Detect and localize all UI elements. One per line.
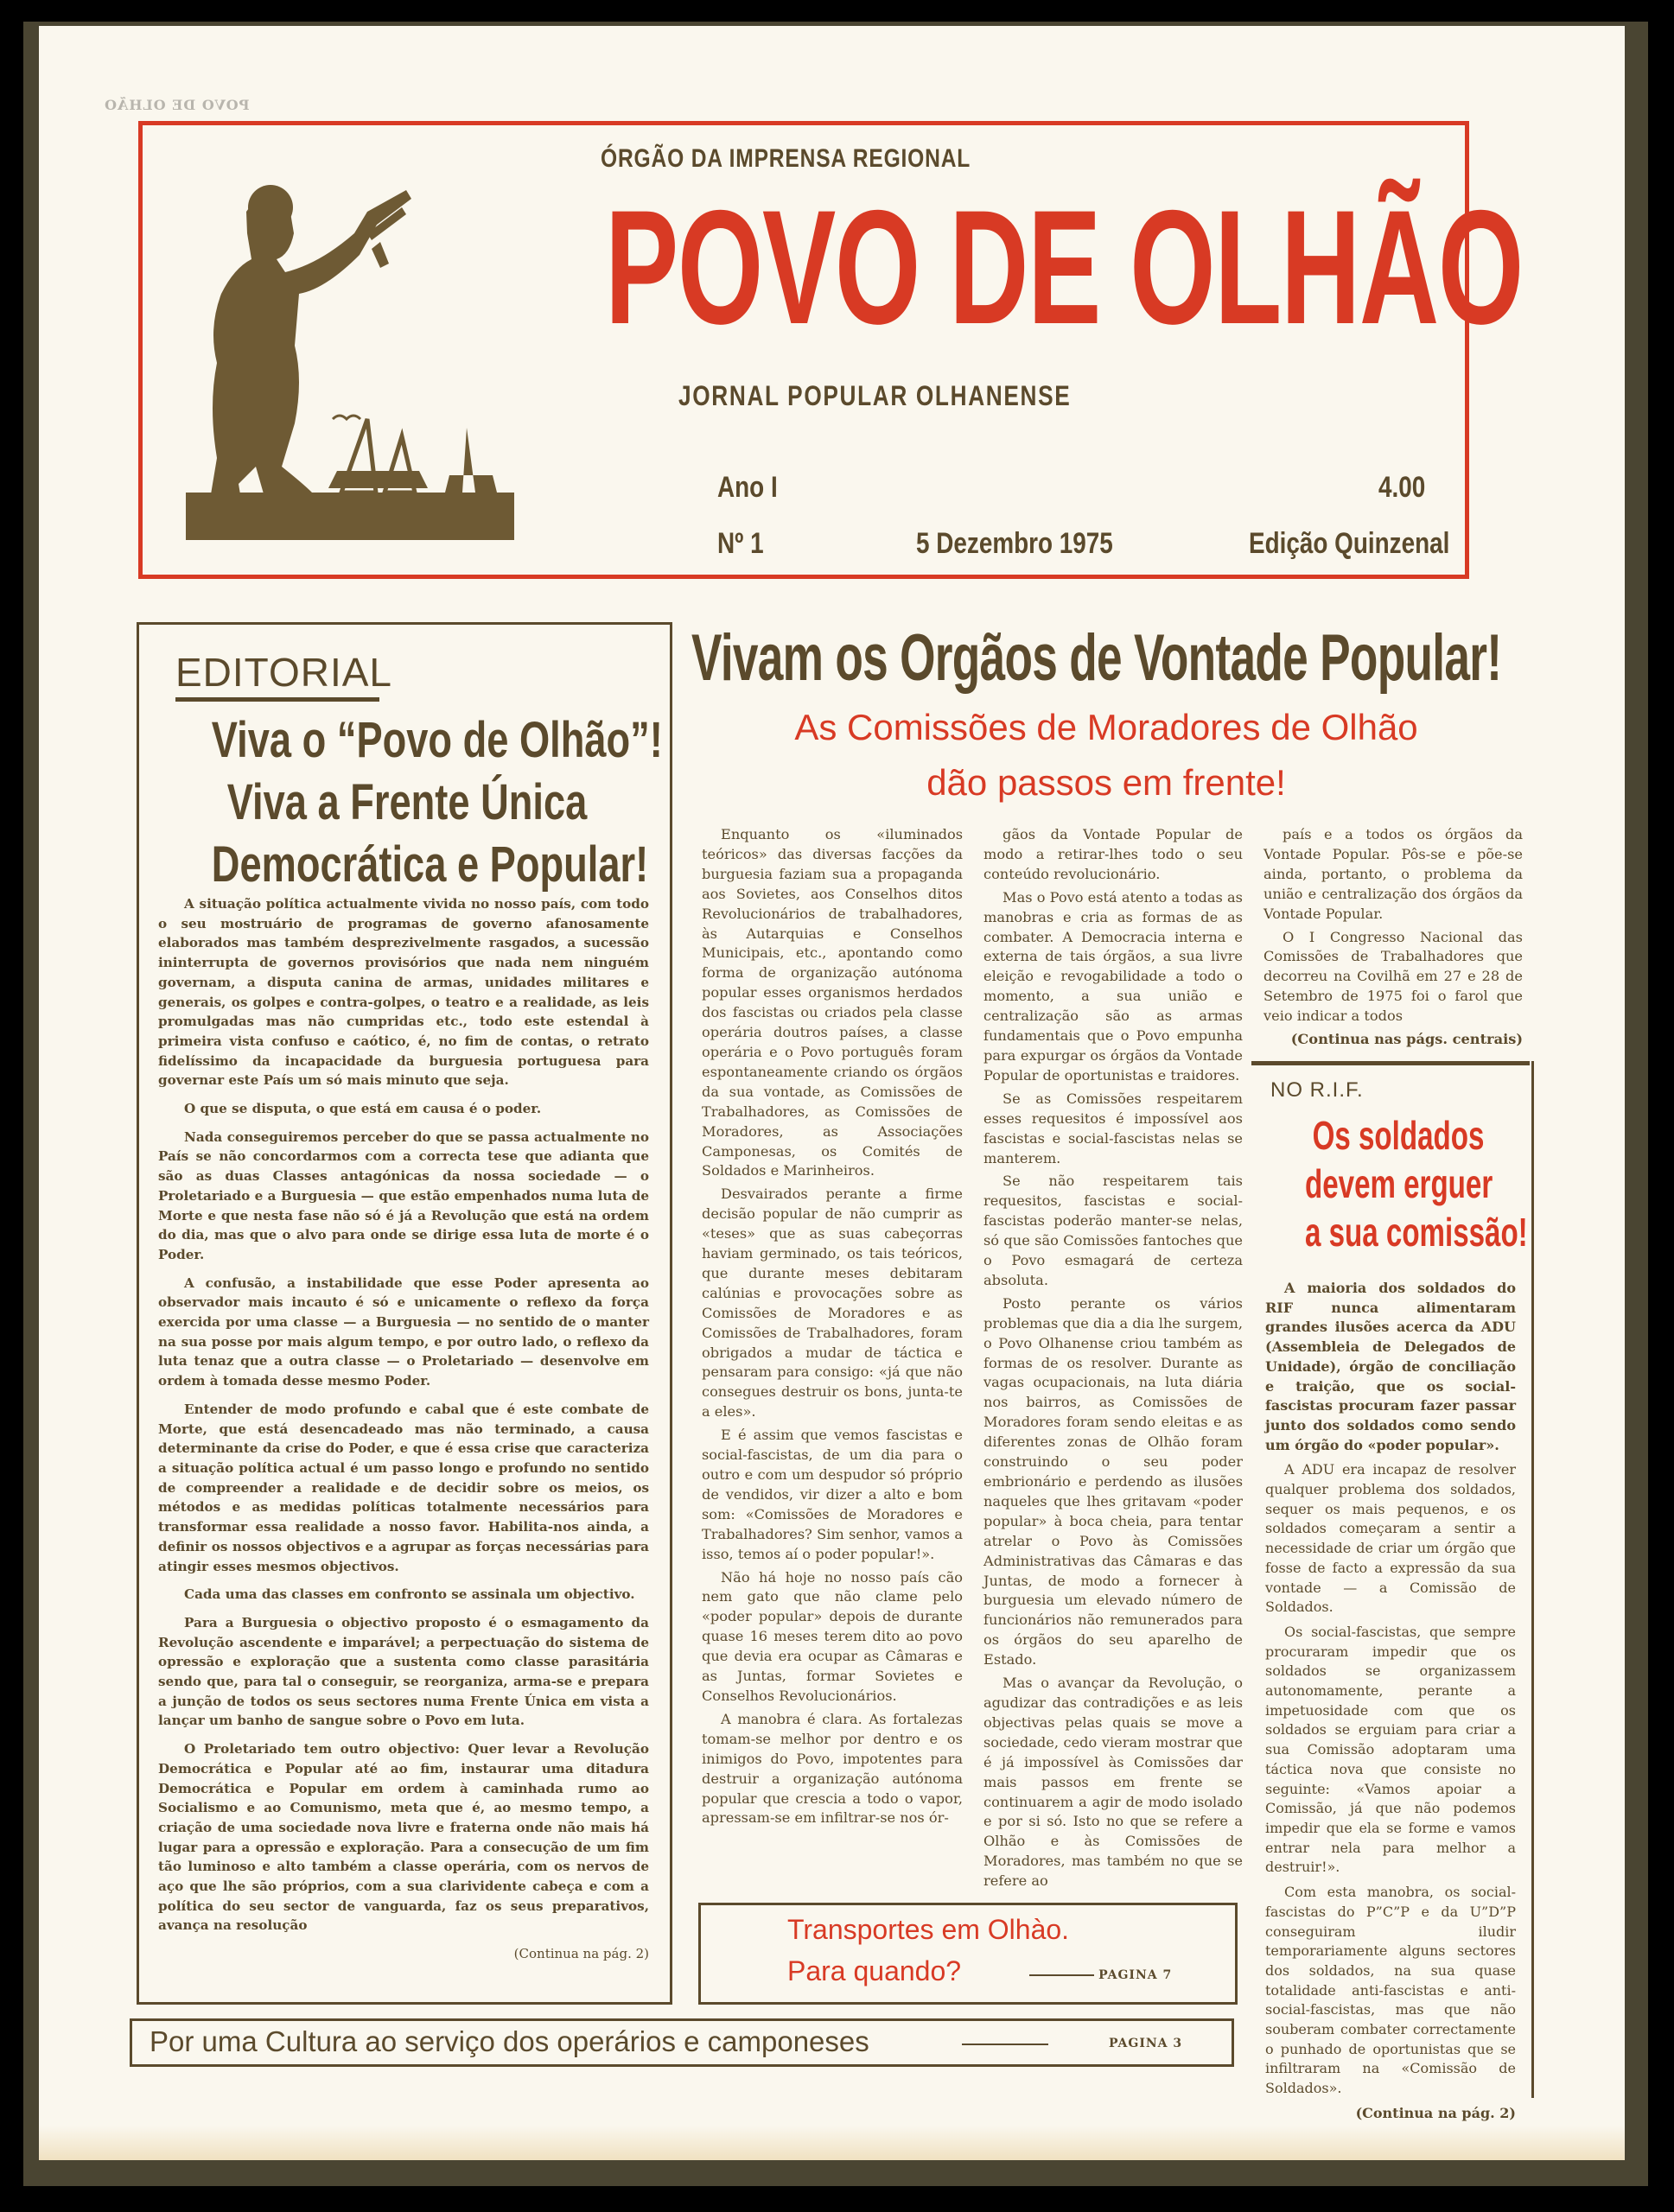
price-label: 4.00: [1378, 471, 1426, 504]
paragraph: Entender de modo profundo e cabal que é este combate de Morte, que está desencadeado mas não terminado, a causa determinante da crise do Poder, e que é essa crise que caracteriza a situação política actual é um passo longo e profundo no sentido de compreender a realidade e de decidir sobre os meios, os métodos e as medidas políticas totalmente necessários para transformar essa realidade a nosso favor. Habilita-nos ainda, a definir os nossos objectivos e a agrupar as forças necessárias para atingir esses mesmos objectivos.: [158, 1401, 649, 1574]
main-subheadline: dão passos em frente!: [926, 762, 1286, 803]
continued-note: (Continua nas págs. centrais): [1290, 1031, 1523, 1048]
column-rule: [1531, 1061, 1534, 2098]
rif-article: [1251, 1061, 1530, 2121]
continued-note: (Continua na pág. 2): [513, 1946, 649, 1962]
newspaper-title: POVO DE OLHÃO: [605, 176, 1523, 358]
transport-teaser-line: Para quando?: [787, 1955, 962, 1986]
paragraph: Não há hoje no nosso país cão nem gato que não clame pelo «poder popular» depois de durante quase 16 meses terem dito ao povo que devia era ocupar as Câmaras e as Juntas, formar Sovietes e Conselhos Revolucionários.: [702, 1568, 963, 1704]
paragraph: A confusão, a instabilidade que esse Poder apresenta ao observador mais incauto é só e unicamente o reflexo da força exercida por uma classe — a Burguesia — no sentido de o manter na sua posse por mais algum tempo, e por outro lado, o reflexo da luta tenaz que a outra classe — o Proletariado — desenvolve em ordem à tomada desse mesmo Poder.: [158, 1274, 649, 1389]
rif-label: NO R.I.F.: [1270, 1078, 1364, 1102]
year-label: Ano I: [717, 471, 778, 504]
editorial-body: [158, 894, 649, 1964]
leader-line: [962, 2044, 1048, 2045]
transport-teaser-line: Transportes em Olhào.: [787, 1914, 1070, 1945]
paragraph: Nada conseguiremos perceber do que se passa actualmente no País se não concordarmos com a correcta tese que adianta que são as duas Classes antagónicas da nossa sociedade — o Proletariado e a Burguesia — que estão empenhados numa luta de Morte e que nesta fase não só é já a Revolução que está na ordem do dia, mas que o alvo para onde se dirige essa luta de morte é o Poder.: [158, 1128, 649, 1262]
paragraph: gãos da Vontade Popular de modo a retirar-lhes todo o seu conteúdo revolucionário.: [983, 826, 1243, 882]
article-column-2: [983, 825, 1243, 1895]
rif-headline-line: a sua comissão!: [1305, 1210, 1528, 1255]
paragraph: A ADU era incapaz de resolver qualquer problema dos soldados, sequer os mais pequenos, e os soldados começaram a sentir a necessidade de criar um órgão que fosse de facto a expressão da sua vontade — a Comissão de Soldados.: [1265, 1461, 1516, 1616]
transport-teaser[interactable]: [698, 1903, 1238, 2005]
article-column-1: [702, 825, 963, 1832]
paper-stain: [39, 2126, 1625, 2160]
paragraph: O que se disputa, o que está em causa é o poder.: [184, 1101, 542, 1117]
paragraph: A situação política actualmente vivida no nosso país, com todo o seu mostruário de programas de governo afanosamente elaborados mas também desprezivelmente rasgados, a sucessão ininterrupta de governos provisórios que nada nem ninguém governam, a disputa canina de armas, unidades militares e generais, os golpes e contra-golpes, o teatro e a realidade, as leis promulgadas mas não cumpridas etc., todo este estendal à primeira vista confuso e caótico, é, no fim de contas, o retrato fidelíssimo da incapacidade da burguesia portuguesa para governar este País um só mais minuto que seja.: [158, 896, 649, 1089]
paragraph: O I Congresso Nacional das Comissões de Trabalhadores que decorreu na Covilhã em 27 e 28 de Setembro de 1975 foi o farol que veio indicar a todos: [1263, 928, 1523, 1025]
editorial-headline: [211, 709, 663, 896]
editorial-label: EDITORIAL: [175, 650, 392, 695]
page-label: PAGINA 3: [1109, 2037, 1183, 2050]
section-rule: [1251, 1061, 1530, 1065]
issue-date: 5 Dezembro 1975: [916, 527, 1113, 560]
article-column-3: [1263, 825, 1523, 1050]
editorial-underline: [175, 697, 379, 702]
paragraph: E é assim que vemos fascistas e social-fascistas, de um dia para o outro e com um despudor só próprio de vendidos, vir dizer a alto e bom som: «Comissões de Moradores e Trabalhadores? Sim senhor, vamos a isso, temos aí o poder popular!».: [702, 1427, 963, 1562]
paragraph: A manobra é clara. As fortalezas tomam-se melhor por dentro e os inimigos do Povo, impotentes para destruir a organização autónoma popular que crescia a todo o vapor, apressam-se em infiltrar-se nos ór-: [702, 1710, 963, 1827]
paragraph: Enquanto os «iluminados teóricos» das diversas facções da burguesia faziam sua a propaganda aos Sovietes, aos Conselhos ditos Revolucionários de trabalhadores, às Autarquias e Conselhos Municipais, etc., apontando como forma de organização autónoma popular esses organismos herdados dos fascistas ou criados pela classe operária doutros países, a classe operária e o Povo português foram espontaneamente criando os órgãos da sua vontade, as Comissões de Trabalhadores, as Comissões de Moradores, as Associações Camponesas, os Comités de Soldados e Marinheiros.: [702, 826, 963, 1179]
editorial-headline-line: Democrática e Popular!: [211, 836, 649, 893]
continued-note: (Continua na pág. 2): [1355, 2104, 1516, 2121]
paragraph: Se não respeitarem tais requesitos, fascistas e social-fascistas poderão manter-se nelas, só que são Comissões fantoches que o Povo esmagará de certeza absoluta.: [983, 1173, 1243, 1288]
rif-body: [1265, 1279, 1516, 2124]
page-label: PAGINA 7: [1098, 1968, 1173, 1982]
paragraph: Posto perante os vários problemas que dia a dia lhe surgem, o Povo Olhanense criou também as formas de os resolver. Durante as vagas ocupacionais, na luta diária nos bairros, as Comissões de Moradores foram sendo eleitas e as diferentes zonas de Olhão foram construindo o seu poder embrionário e perdendo as ilusões naqueles que lhes gritavam «poder popular» à boca cheia, para tentar atrelar o Povo às Comissões Administrativas das Câmaras e das Juntas, de modo a fornecer à burguesia um elevado número de funcionários não remunerados para os órgãos do seu aparelho de Estado.: [983, 1294, 1243, 1669]
paragraph: Se as Comissões respeitarem esses requesitos é impossível aos fascistas e social-fascistas nelas se manterem.: [983, 1090, 1243, 1166]
masthead-org: ÓRGÃO DA IMPRENSA REGIONAL: [601, 144, 971, 173]
leader-line: [1029, 1974, 1094, 1976]
issue-number: Nº 1: [717, 527, 764, 560]
main-headline: Vivam os Orgãos de Vontade Popular!: [691, 621, 1502, 695]
editorial-headline-line: Viva a Frente Única: [226, 774, 588, 830]
editorial-headline-line: Viva o “Povo de Olhão”!: [211, 712, 663, 768]
paragraph: Cada uma das classes em confronto se assinala um objectivo.: [184, 1586, 635, 1603]
paragraph: Os social-fascistas, que sempre procuraram impedir que os soldados se organizassem autonomamente, perante a impetuosidade com que os soldados se erguiam para criar a sua Comissão adoptaram uma táctica nova que consiste no seguinte: «Vamos apoiar a Comissão, já que não podemos impedir que ela se forme e vamos entrar nela para melhor a destruir!».: [1265, 1623, 1516, 1876]
paragraph: Mas o Povo está atento a todas as manobras e cria as formas de as combater. A Democracia interna e externa de tais órgãos, a sua livre eleição e revogabilidade a todo o momento, a sua união e centralização são as armas fundamentais que o Povo empunha para expurgar os órgãos da Vontade Popular de oportunistas e traidores.: [983, 888, 1243, 1084]
rif-headline-line: Os soldados: [1312, 1113, 1485, 1158]
paragraph: Mas o avançar da Revolução, o agudizar das contradições e as leis objectivas pelas quais se move a sociedade, cedo vieram mostrar que é já impossível às Comissões dar mais passos em frente se continuarem a agir de modo isolado e por si só. Isto no que se refere a Olhão e às Comissões de Moradores, mas também no que se refere ao: [983, 1675, 1243, 1890]
transport-page-ref: [1029, 1966, 1172, 1982]
newspaper-subtitle: JORNAL POPULAR OLHANENSE: [678, 380, 1072, 411]
masthead: [138, 121, 1523, 579]
edition-label: Edição Quinzenal: [1249, 527, 1450, 560]
paragraph: Para a Burguesia o objectivo proposto é o esmagamento da Revolução ascendente e imparável; a perpectuação do sistema de opressão e exploração que a sustenta como classe parasitária sendo que, para tal o conseguir, se reorganiza, arma-se e prepara a junção de todos os seus sectores numa Frente Única em vista a lançar um banho de sangue sobre o Povo em luta.: [158, 1614, 649, 1729]
paragraph: O Proletariado tem outro objectivo: Quer levar a Revolução Democrática e Popular até ao fim, instaurar uma ditadura Democrática e Popular em ordem à caminhada rumo ao Socialismo e ao Comunismo, meta que é, ao mesmo tempo, a criação de uma sociedade nova livre e fraterna onde não mais há lugar para a opressão e exploração. Para a consecução de um fim tão luminoso e alto também a classe operária, com os nervos de aço que lhe são próprios, com a sua clarividente cabeça e com a política do seu sector de vanguarda, faz os seus preparativos, avança na resolução: [158, 1741, 649, 1934]
main-subheadline: As Comissões de Moradores de Olhão: [794, 707, 1418, 747]
rif-headline-line: devem erguer: [1305, 1161, 1493, 1206]
paragraph: país e a todos os órgãos da Vontade Popular. Pôs-se e põe-se ainda, portanto, o problema da união e centralização dos órgãos da Vontade Popular.: [1263, 826, 1523, 922]
soldier-illustration-icon: [169, 160, 566, 549]
paragraph: A maioria dos soldados do RIF nunca alimentaram grandes ilusões acerca da ADU (Assembleia de Delegados de Unidade), órgão de conciliação e traição, que os social-fascistas procuram fazer passar junto dos soldados como sendo um órgão do «poder popular».: [1265, 1280, 1516, 1453]
bleed-through-header: POVO DE OLHÃO: [104, 97, 250, 113]
paragraph: Com esta manobra, os social-fascistas do P”C”P e da U”D”P conseguiram iludir temporariamente alguns sectores dos soldados, na sua quase totalidade anti-fascistas e anti-social-fascistas, mas que não souberam combater correctamente o punhado de oportunistas que se infiltraram na «Comissão de Soldados».: [1265, 1884, 1516, 2097]
rif-headline: [1305, 1111, 1528, 1256]
paragraph: Desvairados perante a firme decisão popular de não cumprir as «teses» que as suas cabeçorras haviam germinado, os tais teóricos, que durante meses debitaram calúnias e provocações sobre as Comissões de Moradores e as Comissões de Trabalhadores, foram obrigados a mudar de táctica e pensaram para consigo: «já que não consegues destruir os bons, junta-te a eles».: [702, 1185, 963, 1421]
editorial-box: [137, 622, 672, 2005]
culture-teaser-text: Por uma Cultura ao serviço dos operários e camponeses: [150, 2025, 869, 2057]
culture-teaser[interactable]: [130, 2018, 1234, 2067]
